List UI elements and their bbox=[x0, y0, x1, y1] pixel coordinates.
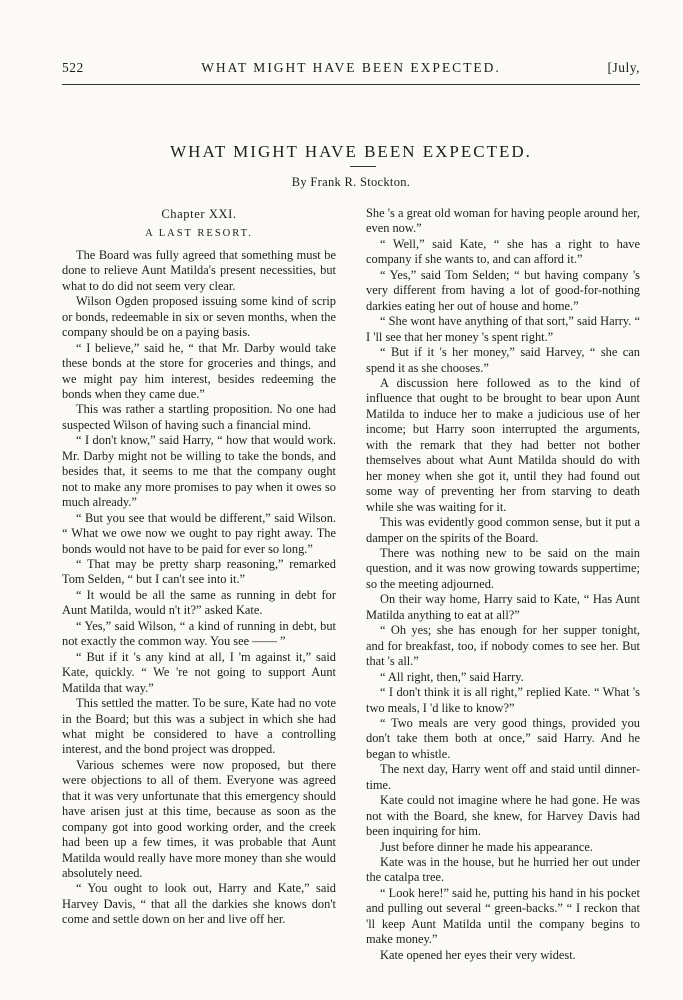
page-header bbox=[62, 60, 640, 82]
page-number: 522 bbox=[62, 60, 84, 75]
paragraph: A discussion here followed as to the kind of influence that ought to be brought to bear upon Aunt Matilda to induce her to make a judicious use of her income; but Harry soon interrupted the arguments, with the remark that they had better not bother themselves about what Aunt Matilda should do with her money when she got it, until they had found out some way of preventing her from starving to death while she was waiting for it. bbox=[366, 375, 640, 514]
issue-month: [July, bbox=[607, 60, 640, 75]
left-column bbox=[62, 206, 336, 928]
paragraph: This settled the matter. To be sure, Kate had no vote in the Board; but this was a subject in which she had what might be considered to have a controlling interest, and the bond project was dropped. bbox=[62, 696, 336, 757]
paragraph: Wilson Ogden proposed issuing some kind of scrip or bonds, redeemable in six or seven months, when the company should be on a paying basis. bbox=[62, 294, 336, 340]
paragraph: “ You ought to look out, Harry and Kate,” said Harvey Davis, “ that all the darkies she knows don't come and settle down on her and live off her. bbox=[62, 881, 336, 927]
paragraph: “ It would be all the same as running in debt for Aunt Matilda, would n't it?” asked Kate. bbox=[62, 587, 336, 618]
paragraph: Kate opened her eyes their very widest. bbox=[380, 947, 576, 962]
paragraph: “ Yes,” said Tom Selden; “ but having company 's very different from having a lot of good-for-nothing darkies eating her out of house and home.” bbox=[366, 267, 640, 313]
running-title: WHAT MIGHT HAVE BEEN EXPECTED. bbox=[201, 60, 501, 75]
paragraph: Just before dinner he made his appearance. bbox=[380, 839, 593, 854]
paragraph: “ I believe,” said he, “ that Mr. Darby would take these bonds at the store for groceries and things, and we might pay him interest, besides redeeming the bonds when they came due.” bbox=[62, 340, 336, 401]
paragraph: “ But you see that would be different,” said Wilson. “ What we owe now we ought to pay right away. The bonds would not have to be paid for ever so long.” bbox=[62, 510, 336, 556]
paragraph: There was nothing new to be said on the main question, and it was now growing towards suppertime; so the meeting adjourned. bbox=[366, 545, 640, 591]
paragraph: “ All right, then,” said Harry. bbox=[380, 669, 524, 684]
paragraph: Kate could not imagine where he had gone. He was not with the Board, she knew, for Harvey Davis had been inquiring for him. bbox=[366, 793, 640, 839]
paragraph: Various schemes were now proposed, but there were objections to all of them. Everyone was agreed that it was very unfortunate that this emergency should have arisen just at this time, because as soon as the company got into good working order, and the creek had been up a few times, it was probable that Aunt Matilda would really have more money than she would absolutely need. bbox=[62, 757, 336, 881]
paragraph: “ But if it 's any kind at all, I 'm against it,” said Kate, quickly. “ We 're not going to support Aunt Matilda that way.” bbox=[62, 649, 336, 695]
chapter-title: A LAST RESORT. bbox=[145, 228, 253, 240]
paragraph: The next day, Harry went off and staid until dinner-time. bbox=[366, 762, 640, 792]
paragraph: Kate was in the house, but he hurried her out under the catalpa tree. bbox=[366, 855, 640, 885]
article-title: WHAT MIGHT HAVE BEEN EXPECTED. bbox=[170, 142, 532, 161]
paragraph: “ Oh yes; she has enough for her supper tonight, and for breakfast, too, if nobody comes to see her. But that 's all.” bbox=[366, 623, 640, 669]
paragraph: “ Yes,” said Wilson, “ a kind of running in debt, but not exactly the common way. You see —— ” bbox=[62, 618, 336, 649]
paragraph: The Board was fully agreed that something must be done to relieve Aunt Matilda's present necessities, but what to do did not seem very clear. bbox=[62, 247, 336, 293]
header-rule bbox=[62, 84, 640, 85]
paragraph: “ Well,” said Kate, “ she has a right to have company if she wants to, and can afford it.” bbox=[366, 236, 640, 267]
paragraph: On their way home, Harry said to Kate, “ Has Aunt Matilda anything to eat at all?” bbox=[366, 592, 640, 622]
paragraph: “ Two meals are very good things, provided you don't take them both at once,” said Harry. And he began to whistle. bbox=[366, 715, 640, 761]
paragraph: This was rather a startling proposition. No one had suspected Wilson of having such a financial mind. bbox=[62, 402, 336, 432]
paragraph: This was evidently good common sense, but it put a damper on the spirits of the Board. bbox=[366, 515, 640, 545]
paragraph: “ But if it 's her money,” said Harvey, “ she can spend it as she chooses.” bbox=[366, 345, 640, 375]
byline: By Frank R. Stockton. bbox=[291, 175, 411, 189]
paragraph: She 's a great old woman for having people around her, even now.” bbox=[366, 206, 640, 236]
paragraph: “ I don't know,” said Harry, “ how that would work. Mr. Darby might not be willing to take the bonds, and besides that, it seems to me that the company ought not to make any more promises to pay when it owes so much already.” bbox=[62, 433, 336, 510]
right-column bbox=[366, 206, 640, 963]
title-rule bbox=[350, 166, 376, 167]
paragraph: “ She wont have anything of that sort,” said Harry. “ I 'll see that her money 's spent right.” bbox=[366, 314, 640, 344]
chapter-heading: Chapter XXI. bbox=[161, 207, 237, 221]
paragraph: “ I don't think it is all right,” replied Kate. “ What 's two meals, I 'd like to know?” bbox=[366, 685, 640, 715]
paragraph: “ Look here!” said he, putting his hand in his pocket and pulling out several “ green-backs.” “ I reckon that 'll keep Aunt Matilda until the company begins to make money.” bbox=[366, 885, 640, 947]
paragraph: “ That may be pretty sharp reasoning,” remarked Tom Selden, “ but I can't see into it.” bbox=[62, 556, 336, 587]
